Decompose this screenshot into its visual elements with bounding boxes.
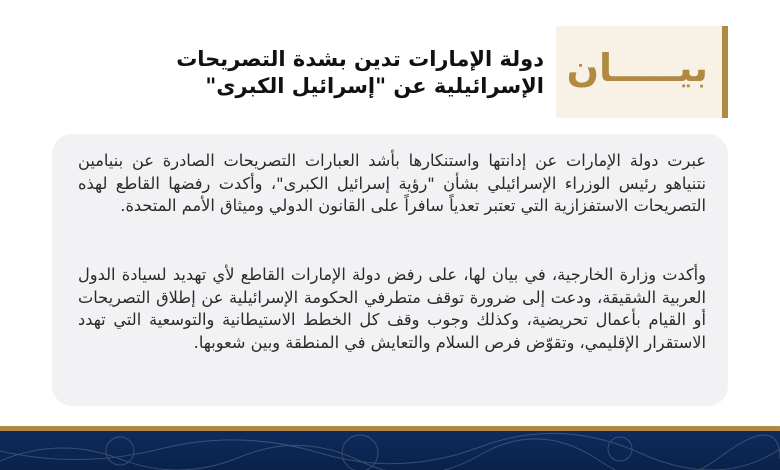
footer-pattern-decoration	[0, 431, 780, 470]
statement-header	[0, 26, 780, 118]
statement-paragraph-1: عبرت دولة الإمارات عن إدانتها واستنكارها بأشد العبارات التصريحات الصادرة عن بنيامين نتنياهو رئيس الوزراء الإسرائيلي بشأن "رؤية إسرائيل الكبرى"، وأكدت رفضها القاطع لهذه التصريحات الاستفزازية التي تعتبر تعدياً سافراً على القانون الدولي وميثاق الأمم المتحدة.	[78, 151, 706, 215]
footer-band	[0, 426, 780, 470]
statement-body-card	[52, 134, 728, 406]
badge-label: بيـــــان	[566, 46, 708, 90]
statement-title: دولة الإمارات تدين بشدة التصريحات الإسرائيلية عن "إسرائيل الكبرى"	[176, 47, 544, 98]
statement-badge	[556, 26, 728, 118]
statement-paragraph-2: وأكدت وزارة الخارجية، في بيان لها، على رفض دولة الإمارات القاطع لأي تهديد لسيادة الدول العربية الشقيقة، ودعت إلى ضرورة توقف متطرفي الحكومة الإسرائيلية عن إطلاق التصريحات أو القيام بأعمال تحريضية، وكذلك وجوب وقف كل الخطط الاستيطانية والتوسعية التي تهدد الاستقرار الإقليمي، وتقوّض فرص السلام والتعايش في المنطقة وبين شعوبها.	[78, 265, 706, 352]
badge-accent-bar	[722, 26, 728, 118]
